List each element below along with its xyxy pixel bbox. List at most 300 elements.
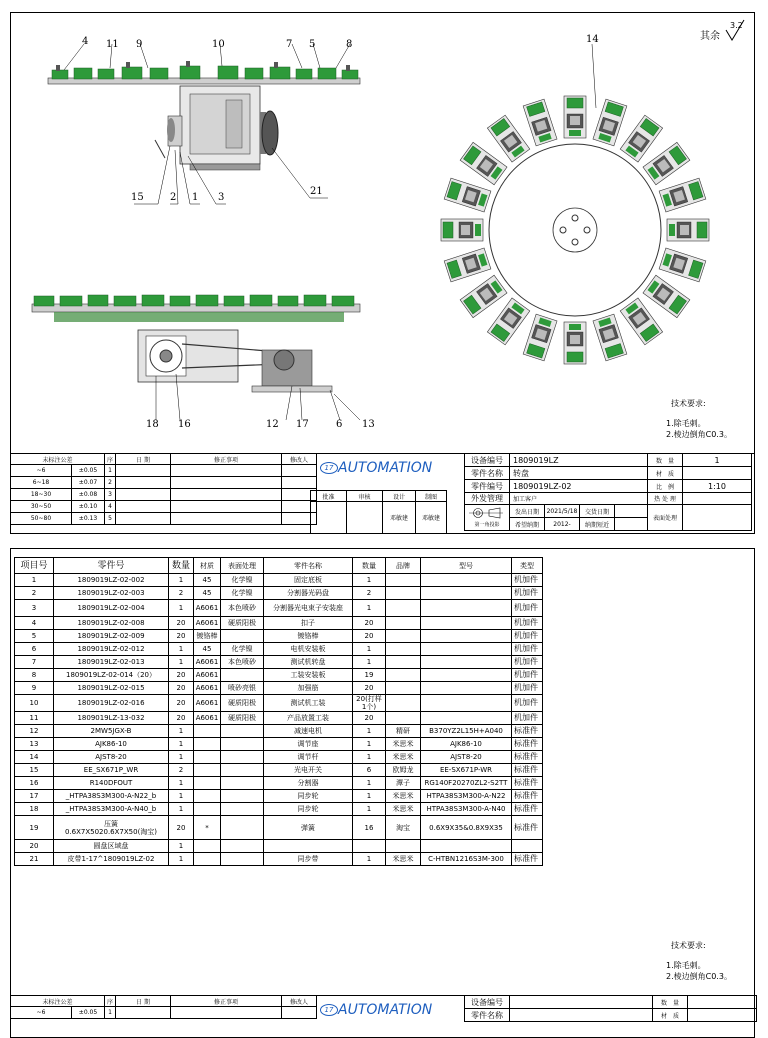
- bom-cell: [221, 630, 264, 643]
- bom-cell: [386, 840, 421, 853]
- bom-cell: A6061: [194, 695, 221, 712]
- bom-row: [15, 816, 543, 840]
- bom-cell: 硬质阳极: [221, 712, 264, 725]
- bom-cell: 3: [15, 600, 54, 617]
- balloon-8: 8: [346, 39, 353, 50]
- bom-cell: 皮带1-17^1809019LZ-02: [54, 853, 169, 866]
- bom-cell: 1: [169, 574, 194, 587]
- tol-value: ±0.05: [72, 465, 105, 477]
- bom-cell: A6061: [194, 669, 221, 682]
- bom-header: 项目号: [15, 558, 54, 574]
- logo-text-2: AUTOMATION: [338, 1002, 433, 1018]
- bom-cell: 机加件: [512, 630, 543, 643]
- bom-cell: [386, 712, 421, 725]
- bom-cell: 米思米: [386, 738, 421, 751]
- bom-cell: 20: [353, 617, 386, 630]
- bom-cell: [194, 840, 221, 853]
- bom-row: [15, 777, 543, 790]
- label-hope-delivery: 希望纳期: [510, 518, 545, 531]
- bom-cell: 米思米: [386, 790, 421, 803]
- bom-cell: 精研: [386, 725, 421, 738]
- label-device-no-2: 设备编号: [465, 996, 510, 1009]
- bom-cell: [264, 840, 353, 853]
- bom-cell: 4: [15, 617, 54, 630]
- bom-row: [15, 764, 543, 777]
- bom-cell: 标准件: [512, 725, 543, 738]
- bom-cell: [194, 751, 221, 764]
- bom-cell: 2: [353, 587, 386, 600]
- bom-cell: 20(打样1个): [353, 695, 386, 712]
- bom-cell: 1: [169, 600, 194, 617]
- sign-draw: 制图: [416, 491, 447, 502]
- bom-cell: 9: [15, 682, 54, 695]
- bom-cell: 1809019LZ-02-008: [54, 617, 169, 630]
- bom-cell: 分割器光码盘: [264, 587, 353, 600]
- bom-cell: 固定底板: [264, 574, 353, 587]
- bom-cell: 14: [15, 751, 54, 764]
- bom-cell: 1: [169, 840, 194, 853]
- bom-header: 零件号: [54, 558, 169, 574]
- bom-cell: 13: [15, 738, 54, 751]
- bom-cell: 机加件: [512, 643, 543, 656]
- balloon-5: 5: [309, 39, 316, 50]
- bom-cell: [353, 840, 386, 853]
- bom-cell: [386, 695, 421, 712]
- first-angle-projection-icon: [469, 507, 505, 519]
- bom-row: [15, 712, 543, 725]
- bom-cell: 19: [15, 816, 54, 840]
- bom-cell: 1809019LZ-02-012: [54, 643, 169, 656]
- bom-cell: 机加件: [512, 587, 543, 600]
- bom-cell: 20: [169, 682, 194, 695]
- bom-cell: 加强筋: [264, 682, 353, 695]
- balloon-11: 11: [106, 39, 119, 50]
- bom-cell: 1: [353, 574, 386, 587]
- label-part-name: 零件名称: [465, 467, 510, 480]
- bom-cell: [386, 643, 421, 656]
- bom-cell: HTPA38S3M300-A-N22: [421, 790, 512, 803]
- bom-cell: 1: [353, 656, 386, 669]
- bom-cell: 20: [353, 630, 386, 643]
- bom-cell: 1: [169, 643, 194, 656]
- bom-cell: EE-SX671P-WR: [421, 764, 512, 777]
- bom-cell: 标准件: [512, 751, 543, 764]
- value-part-no: 1809019LZ-02: [510, 480, 648, 493]
- bom-row: [15, 803, 543, 816]
- designer-name: 邓敏建: [383, 502, 416, 534]
- value-issue-date: 2021/5/18: [545, 505, 580, 518]
- sign-design: 设计: [383, 491, 416, 502]
- rev-num: 3: [105, 489, 116, 501]
- value-scale: 1:10: [683, 480, 752, 493]
- bom-cell: 20: [169, 630, 194, 643]
- bom-cell: 机加件: [512, 669, 543, 682]
- bom-cell: 45: [194, 643, 221, 656]
- bom-row: [15, 587, 543, 600]
- bom-row: [15, 600, 543, 617]
- bom-cell: [194, 790, 221, 803]
- bom-cell: 镀铬棒: [194, 630, 221, 643]
- bom-cell: 1809019LZ-02-013: [54, 656, 169, 669]
- rev-header-editor: 修改人: [282, 454, 317, 465]
- label-part-no: 零件编号: [465, 480, 510, 493]
- bom-cell: [421, 840, 512, 853]
- bom-cell: 镀铬棒: [264, 630, 353, 643]
- bom-header: 型号: [421, 558, 512, 574]
- bom-cell: 20: [353, 712, 386, 725]
- bom-cell: 圆盘区域盘: [54, 840, 169, 853]
- bom-cell: 1: [169, 777, 194, 790]
- logo-ellipse-icon: 17: [320, 462, 338, 474]
- roughness-value: 3.2: [730, 21, 743, 30]
- balloon-18: 18: [146, 419, 159, 430]
- balloon-14: 14: [586, 34, 599, 45]
- tol-value-2: ±0.05: [72, 1007, 105, 1019]
- bom-cell: 机加件: [512, 574, 543, 587]
- bom-cell: 淘宝: [386, 816, 421, 840]
- bom-cell: 光电开关: [264, 764, 353, 777]
- logo-ellipse-icon: 17: [320, 1004, 338, 1016]
- bom-cell: _HTPA38S3M300-A-N22_b: [54, 790, 169, 803]
- bom-cell: 1: [169, 656, 194, 669]
- value-part-name: 转盘: [510, 467, 648, 480]
- bom-header: 零件名称: [264, 558, 353, 574]
- bom-cell: 分割器: [264, 777, 353, 790]
- bom-cell: 1809019LZ-02-015: [54, 682, 169, 695]
- bom-cell: 21: [15, 853, 54, 866]
- bom-cell: 16: [353, 816, 386, 840]
- bom-cell: [221, 764, 264, 777]
- bom-row: [15, 738, 543, 751]
- bom-cell: 米思米: [386, 803, 421, 816]
- label-scale: 比 例: [648, 480, 683, 493]
- bom-cell: 1: [169, 751, 194, 764]
- bom-row: [15, 682, 543, 695]
- bom-cell: 1: [169, 803, 194, 816]
- bom-cell: A6061: [194, 617, 221, 630]
- bom-cell: 测试机转盘: [264, 656, 353, 669]
- bom-cell: 7: [15, 656, 54, 669]
- bom-cell: [421, 600, 512, 617]
- bom-row: [15, 725, 543, 738]
- bom-cell: 机加件: [512, 682, 543, 695]
- bom-cell: [386, 600, 421, 617]
- tol-range: 30~50: [11, 501, 72, 513]
- bom-cell: 1: [353, 777, 386, 790]
- bom-cell: 标准件: [512, 790, 543, 803]
- bom-cell: 欧姆龙: [386, 764, 421, 777]
- bom-cell: 化学镍: [221, 587, 264, 600]
- bom-row: [15, 669, 543, 682]
- bom-cell: [194, 853, 221, 866]
- bom-row: [15, 630, 543, 643]
- tech-item-1: 1.除毛刺。: [666, 419, 706, 428]
- balloon-21: 21: [310, 186, 323, 197]
- bom-cell: 本色喷砂: [221, 600, 264, 617]
- balloon-2: 2: [170, 192, 177, 203]
- bom-cell: 标准件: [512, 738, 543, 751]
- bom-cell: 电机安装板: [264, 643, 353, 656]
- bom-cell: [194, 738, 221, 751]
- tol-value: ±0.08: [72, 489, 105, 501]
- bom-cell: [194, 725, 221, 738]
- sign-review: 审核: [347, 491, 383, 502]
- bom-cell: 20: [169, 712, 194, 725]
- label-material: 材 质: [648, 467, 683, 480]
- bom-cell: 16: [15, 777, 54, 790]
- bom-cell: 11: [15, 712, 54, 725]
- bom-cell: [194, 803, 221, 816]
- rev-num: 2: [105, 477, 116, 489]
- balloon-17: 17: [296, 419, 309, 430]
- bom-row: [15, 790, 543, 803]
- bom-cell: [421, 630, 512, 643]
- bom-row: [15, 853, 543, 866]
- bom-cell: [386, 617, 421, 630]
- bom-cell: 机加件: [512, 617, 543, 630]
- bom-cell: B370YZ2L15H+A040: [421, 725, 512, 738]
- bom-cell: 15: [15, 764, 54, 777]
- bom-cell: RG140F20270ZL2-S2TT: [421, 777, 512, 790]
- bom-cell: [194, 764, 221, 777]
- bom-row: [15, 695, 543, 712]
- bom-cell: 机加件: [512, 695, 543, 712]
- tolerance-revision-table-2: [10, 995, 317, 1019]
- bom-cell: HTPA38S3M300-A-N40: [421, 803, 512, 816]
- bom-cell: [221, 777, 264, 790]
- label-device-no: 设备编号: [465, 454, 510, 467]
- bom-cell: 工装安装板: [264, 669, 353, 682]
- bom-cell: 1: [353, 600, 386, 617]
- bom-cell: 5: [15, 630, 54, 643]
- value-hope-delivery: 2012-: [545, 518, 580, 531]
- bom-cell: EE_SX671P_WR: [54, 764, 169, 777]
- bom-header: 数量: [169, 558, 194, 574]
- label-delivery-date: 交货日期: [580, 505, 615, 518]
- tolerance-revision-table: [10, 453, 317, 525]
- tech-item-2-2: 2.棱边倒角C0.3。: [666, 972, 732, 981]
- tol-range: ~6: [11, 465, 72, 477]
- bom-cell: 机加件: [512, 712, 543, 725]
- bom-cell: 调节杆: [264, 751, 353, 764]
- balloon-4: 4: [82, 36, 89, 47]
- bom-header: 品牌: [386, 558, 421, 574]
- bom-cell: [421, 587, 512, 600]
- rev-header-desc-2: 修正事项: [171, 996, 282, 1007]
- bom-row: [15, 751, 543, 764]
- label-surface: 表面处理: [648, 505, 683, 531]
- bom-cell: [221, 790, 264, 803]
- bom-cell: [221, 803, 264, 816]
- bom-cell: 1: [353, 643, 386, 656]
- bom-cell: 同步带: [264, 853, 353, 866]
- bom-cell: [221, 738, 264, 751]
- bom-cell: 45: [194, 574, 221, 587]
- bom-cell: 1809019LZ-02-014（20）: [54, 669, 169, 682]
- bom-cell: 6: [353, 764, 386, 777]
- rev-header-seq: 序: [105, 454, 116, 465]
- bom-cell: [421, 643, 512, 656]
- bom-row: [15, 574, 543, 587]
- bom-cell: 1809019LZ-02-009: [54, 630, 169, 643]
- label-outsource: 外发管理: [465, 493, 510, 505]
- front-view-drawing: [30, 290, 380, 430]
- projection-label: 第一角投影: [474, 522, 500, 528]
- tol-header-2: 未标注公差: [11, 996, 105, 1007]
- bom-cell: AJST8-20: [54, 751, 169, 764]
- bom-cell: 弹簧: [264, 816, 353, 840]
- bom-cell: 潭子: [386, 777, 421, 790]
- tech-item-1-2: 1.除毛刺。: [666, 961, 706, 970]
- bom-cell: R140DFOUT: [54, 777, 169, 790]
- label-short-delivery: 纳期短近: [580, 518, 615, 531]
- company-logo: [320, 460, 432, 476]
- bom-cell: [421, 656, 512, 669]
- bom-cell: [221, 853, 264, 866]
- value-quantity: 1: [683, 454, 752, 467]
- bom-cell: 20: [169, 669, 194, 682]
- bom-cell: 机加件: [512, 656, 543, 669]
- balloon-10: 10: [212, 39, 225, 50]
- bom-header: 材质: [194, 558, 221, 574]
- rev-header-date: 日 期: [116, 454, 171, 465]
- label-issue-date: 发出日期: [510, 505, 545, 518]
- bom-cell: [221, 840, 264, 853]
- tech-requirements-title: 技术要求:: [671, 399, 706, 408]
- bom-header: 数量: [353, 558, 386, 574]
- bom-cell: A6061: [194, 682, 221, 695]
- bom-cell: 45: [194, 587, 221, 600]
- balloon-15: 15: [131, 192, 144, 203]
- bom-cell: [421, 617, 512, 630]
- bom-cell: 1: [169, 738, 194, 751]
- bom-row: [15, 643, 543, 656]
- bom-cell: 硬质阳极: [221, 695, 264, 712]
- bom-cell: 6: [15, 643, 54, 656]
- bom-cell: 19: [353, 669, 386, 682]
- company-logo-2: [320, 1002, 432, 1018]
- bom-cell: 1: [169, 853, 194, 866]
- rev-header-editor-2: 修改人: [282, 996, 317, 1007]
- side-view-drawing: [30, 30, 380, 220]
- bom-cell: [221, 669, 264, 682]
- sign-table: [310, 490, 447, 534]
- bom-row: [15, 840, 543, 853]
- bom-cell: 1809019LZ-02-002: [54, 574, 169, 587]
- bom-cell: AJST8-20: [421, 751, 512, 764]
- bom-cell: 1: [353, 803, 386, 816]
- bom-cell: 1: [353, 751, 386, 764]
- bom-cell: 1: [353, 790, 386, 803]
- bom-cell: 1: [353, 725, 386, 738]
- bom-cell: [221, 725, 264, 738]
- bom-cell: A6061: [194, 600, 221, 617]
- bom-cell: 1809019LZ-13-032: [54, 712, 169, 725]
- label-heat-treatment: 热 处 理: [648, 493, 683, 505]
- bom-cell: [386, 669, 421, 682]
- bom-cell: [421, 695, 512, 712]
- bom-cell: C-HTBN1216S3M-300: [421, 853, 512, 866]
- bom-cell: 标准件: [512, 764, 543, 777]
- tech-requirements-title-2: 技术要求:: [671, 941, 706, 950]
- bom-cell: 1809019LZ-02-003: [54, 587, 169, 600]
- bom-cell: 2: [169, 587, 194, 600]
- bom-cell: [421, 712, 512, 725]
- bom-cell: [386, 574, 421, 587]
- bom-cell: 本色喷砂: [221, 656, 264, 669]
- bom-cell: [221, 751, 264, 764]
- tol-range: 18~30: [11, 489, 72, 501]
- tech-item-2: 2.棱边倒角C0.3。: [666, 430, 732, 439]
- rev-num: 4: [105, 501, 116, 513]
- bom-cell: 减速电机: [264, 725, 353, 738]
- sign-approve: 批准: [311, 491, 347, 502]
- balloon-13: 13: [362, 419, 375, 430]
- label-material-2: 材 质: [653, 1009, 688, 1022]
- bom-cell: 17: [15, 790, 54, 803]
- drafter-name: 邓敏建: [416, 502, 447, 534]
- bom-cell: 分割器光电束子安装座: [264, 600, 353, 617]
- projection-cell: [465, 505, 510, 531]
- balloon-3: 3: [218, 192, 225, 203]
- bom-row: [15, 656, 543, 669]
- bom-cell: 化学镍: [221, 643, 264, 656]
- bom-cell: 扣子: [264, 617, 353, 630]
- bom-cell: 化学镍: [221, 574, 264, 587]
- bom-cell: 1: [169, 790, 194, 803]
- logo-text: AUTOMATION: [338, 460, 433, 476]
- balloon-9: 9: [136, 39, 143, 50]
- tol-value: ±0.13: [72, 513, 105, 525]
- bom-cell: [421, 669, 512, 682]
- bom-cell: [421, 682, 512, 695]
- bom-table: [14, 557, 543, 866]
- tol-value: ±0.07: [72, 477, 105, 489]
- label-processor: 加工客户: [510, 493, 648, 505]
- bom-cell: 同步轮: [264, 803, 353, 816]
- rev-num: 1: [105, 465, 116, 477]
- bom-cell: 1: [169, 725, 194, 738]
- bom-cell: 1: [353, 853, 386, 866]
- bom-cell: 标准件: [512, 803, 543, 816]
- label-quantity: 数 量: [648, 454, 683, 467]
- part-info-table: [464, 453, 752, 531]
- rev-num: 5: [105, 513, 116, 525]
- tol-header: 未标注公差: [11, 454, 105, 465]
- bom-cell: 标准件: [512, 816, 543, 840]
- bom-cell: 1: [353, 738, 386, 751]
- balloon-1: 1: [192, 192, 199, 203]
- bom-cell: [194, 777, 221, 790]
- circular-turntable-view: [392, 30, 758, 414]
- bom-cell: 20: [169, 617, 194, 630]
- bom-cell: 机加件: [512, 600, 543, 617]
- label-quantity-2: 数 量: [653, 996, 688, 1009]
- bom-row: [15, 617, 543, 630]
- tol-value: ±0.10: [72, 501, 105, 513]
- bom-cell: 标准件: [512, 777, 543, 790]
- bom-cell: 10: [15, 695, 54, 712]
- bom-cell: AJK86-10: [421, 738, 512, 751]
- tol-range: 6~18: [11, 477, 72, 489]
- bom-cell: *: [194, 816, 221, 840]
- balloon-12: 12: [266, 419, 279, 430]
- bom-cell: 20: [169, 695, 194, 712]
- bom-cell: 同步轮: [264, 790, 353, 803]
- bom-cell: 硬质阳极: [221, 617, 264, 630]
- bom-cell: 18: [15, 803, 54, 816]
- bom-cell: 2: [15, 587, 54, 600]
